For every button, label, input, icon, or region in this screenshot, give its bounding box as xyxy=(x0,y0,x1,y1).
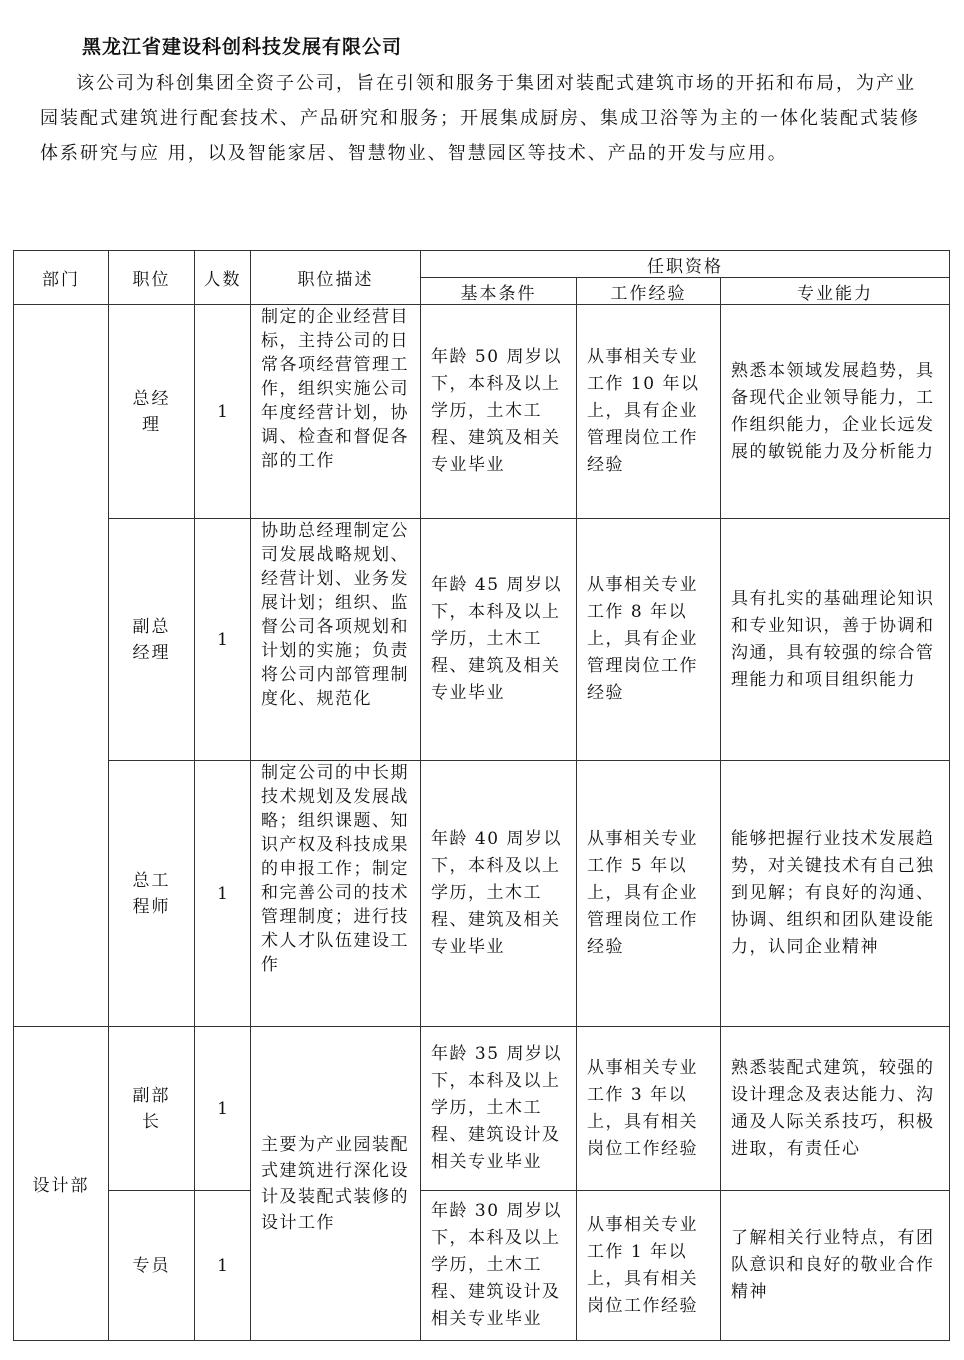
table-row xyxy=(14,305,950,519)
department-cell xyxy=(14,305,109,1027)
position-cell: 副部长 xyxy=(109,1027,195,1191)
basic-cell: 年龄 40 周岁以下，本科及以上学历，土木工程、建筑及相关专业毕业 xyxy=(421,761,577,1027)
ability-cell: 能够把握行业技术发展趋势，对关键技术有自己独到见解；有良好的沟通、协调、组织和团队建设能力，认同企业精神 xyxy=(721,761,950,1027)
ability-cell: 熟悉本领域发展趋势，具备现代企业领导能力，工作组织能力，企业长远发展的敏锐能力及分析能力 xyxy=(721,305,950,519)
header-ability: 专业能力 xyxy=(721,278,950,305)
basic-cell: 年龄 35 周岁以下，本科及以上学历，土木工程、建筑设计及相关专业毕业 xyxy=(421,1027,577,1191)
experience-cell: 从事相关专业工作 10 年以上，具有企业管理岗位工作经验 xyxy=(577,305,721,519)
ability-cell: 具有扎实的基础理论知识和专业知识，善于协调和沟通，具有较强的综合管理能力和项目组织能力 xyxy=(721,519,950,761)
header-position: 职位 xyxy=(109,251,195,305)
description-cell: 制定的企业经营目标，主持公司的日常各项经营管理工作，组织实施公司年度经营计划，协调、检查和督促各部的工作 xyxy=(251,305,421,519)
table-row xyxy=(14,761,950,1027)
table-header-row xyxy=(14,251,950,278)
experience-cell: 从事相关专业工作 8 年以上，具有企业管理岗位工作经验 xyxy=(577,519,721,761)
header-department: 部门 xyxy=(14,251,109,305)
header-qualifications: 任职资格 xyxy=(421,251,950,278)
ability-cell: 熟悉装配式建筑，较强的设计理念及表达能力、沟通及人际关系技巧，积极进取，有责任心 xyxy=(721,1027,950,1191)
position-cell: 总工程师 xyxy=(109,761,195,1027)
header-basic: 基本条件 xyxy=(421,278,577,305)
description-cell: 协助总经理制定公司发展战略规划、经营计划、业务发展计划；组织、监督公司各项规划和计划的实施；负责将公司内部管理制度化、规范化 xyxy=(251,519,421,761)
basic-cell: 年龄 45 周岁以下，本科及以上学历，土木工程、建筑及相关专业毕业 xyxy=(421,519,577,761)
experience-cell: 从事相关专业工作 5 年以上，具有企业管理岗位工作经验 xyxy=(577,761,721,1027)
count-cell: 1 xyxy=(195,519,251,761)
experience-cell: 从事相关专业工作 1 年以上，具有相关岗位工作经验 xyxy=(577,1191,721,1341)
experience-cell: 从事相关专业工作 3 年以上，具有相关岗位工作经验 xyxy=(577,1027,721,1191)
header-description: 职位描述 xyxy=(251,251,421,305)
count-cell: 1 xyxy=(195,305,251,519)
position-cell: 总经理 xyxy=(109,305,195,519)
position-cell: 专员 xyxy=(109,1191,195,1341)
description-cell: 主要为产业园装配式建筑进行深化设计及装配式装修的设计工作 xyxy=(251,1027,421,1341)
company-title: 黑龙江省建设科创科技发展有限公司 xyxy=(82,36,403,58)
count-cell: 1 xyxy=(195,1027,251,1191)
description-cell: 制定公司的中长期技术规划及发展战略；组织课题、知识产权及科技成果的申报工作；制定和完善公司的技术管理制度；进行技术人才队伍建设工作 xyxy=(251,761,421,1027)
count-cell: 1 xyxy=(195,1191,251,1341)
position-cell: 副总经理 xyxy=(109,519,195,761)
table-row xyxy=(14,1027,950,1191)
basic-cell: 年龄 50 周岁以下，本科及以上学历，土木工程、建筑及相关专业毕业 xyxy=(421,305,577,519)
header-experience: 工作经验 xyxy=(577,278,721,305)
count-cell: 1 xyxy=(195,761,251,1027)
table-row xyxy=(14,519,950,761)
basic-cell: 年龄 30 周岁以下，本科及以上学历，土木工程、建筑设计及相关专业毕业 xyxy=(421,1191,577,1341)
table-row xyxy=(14,1191,950,1341)
department-cell: 设计部 xyxy=(14,1027,109,1341)
ability-cell: 了解相关行业特点，有团队意识和良好的敬业合作精神 xyxy=(721,1191,950,1341)
header-count: 人数 xyxy=(195,251,251,305)
company-intro: 该公司为科创集团全资子公司，旨在引领和服务于集团对装配式建筑市场的开拓和布局，为产业园装配式建筑进行配套技术、产品研究和服务；开展集成厨房、集成卫浴等为主的一体化装配式装修体系研究与应 用，以及智能家居、智慧物业、智慧园区等技术、产品的开发与应用。 xyxy=(40,73,920,164)
recruitment-table xyxy=(13,250,950,1341)
